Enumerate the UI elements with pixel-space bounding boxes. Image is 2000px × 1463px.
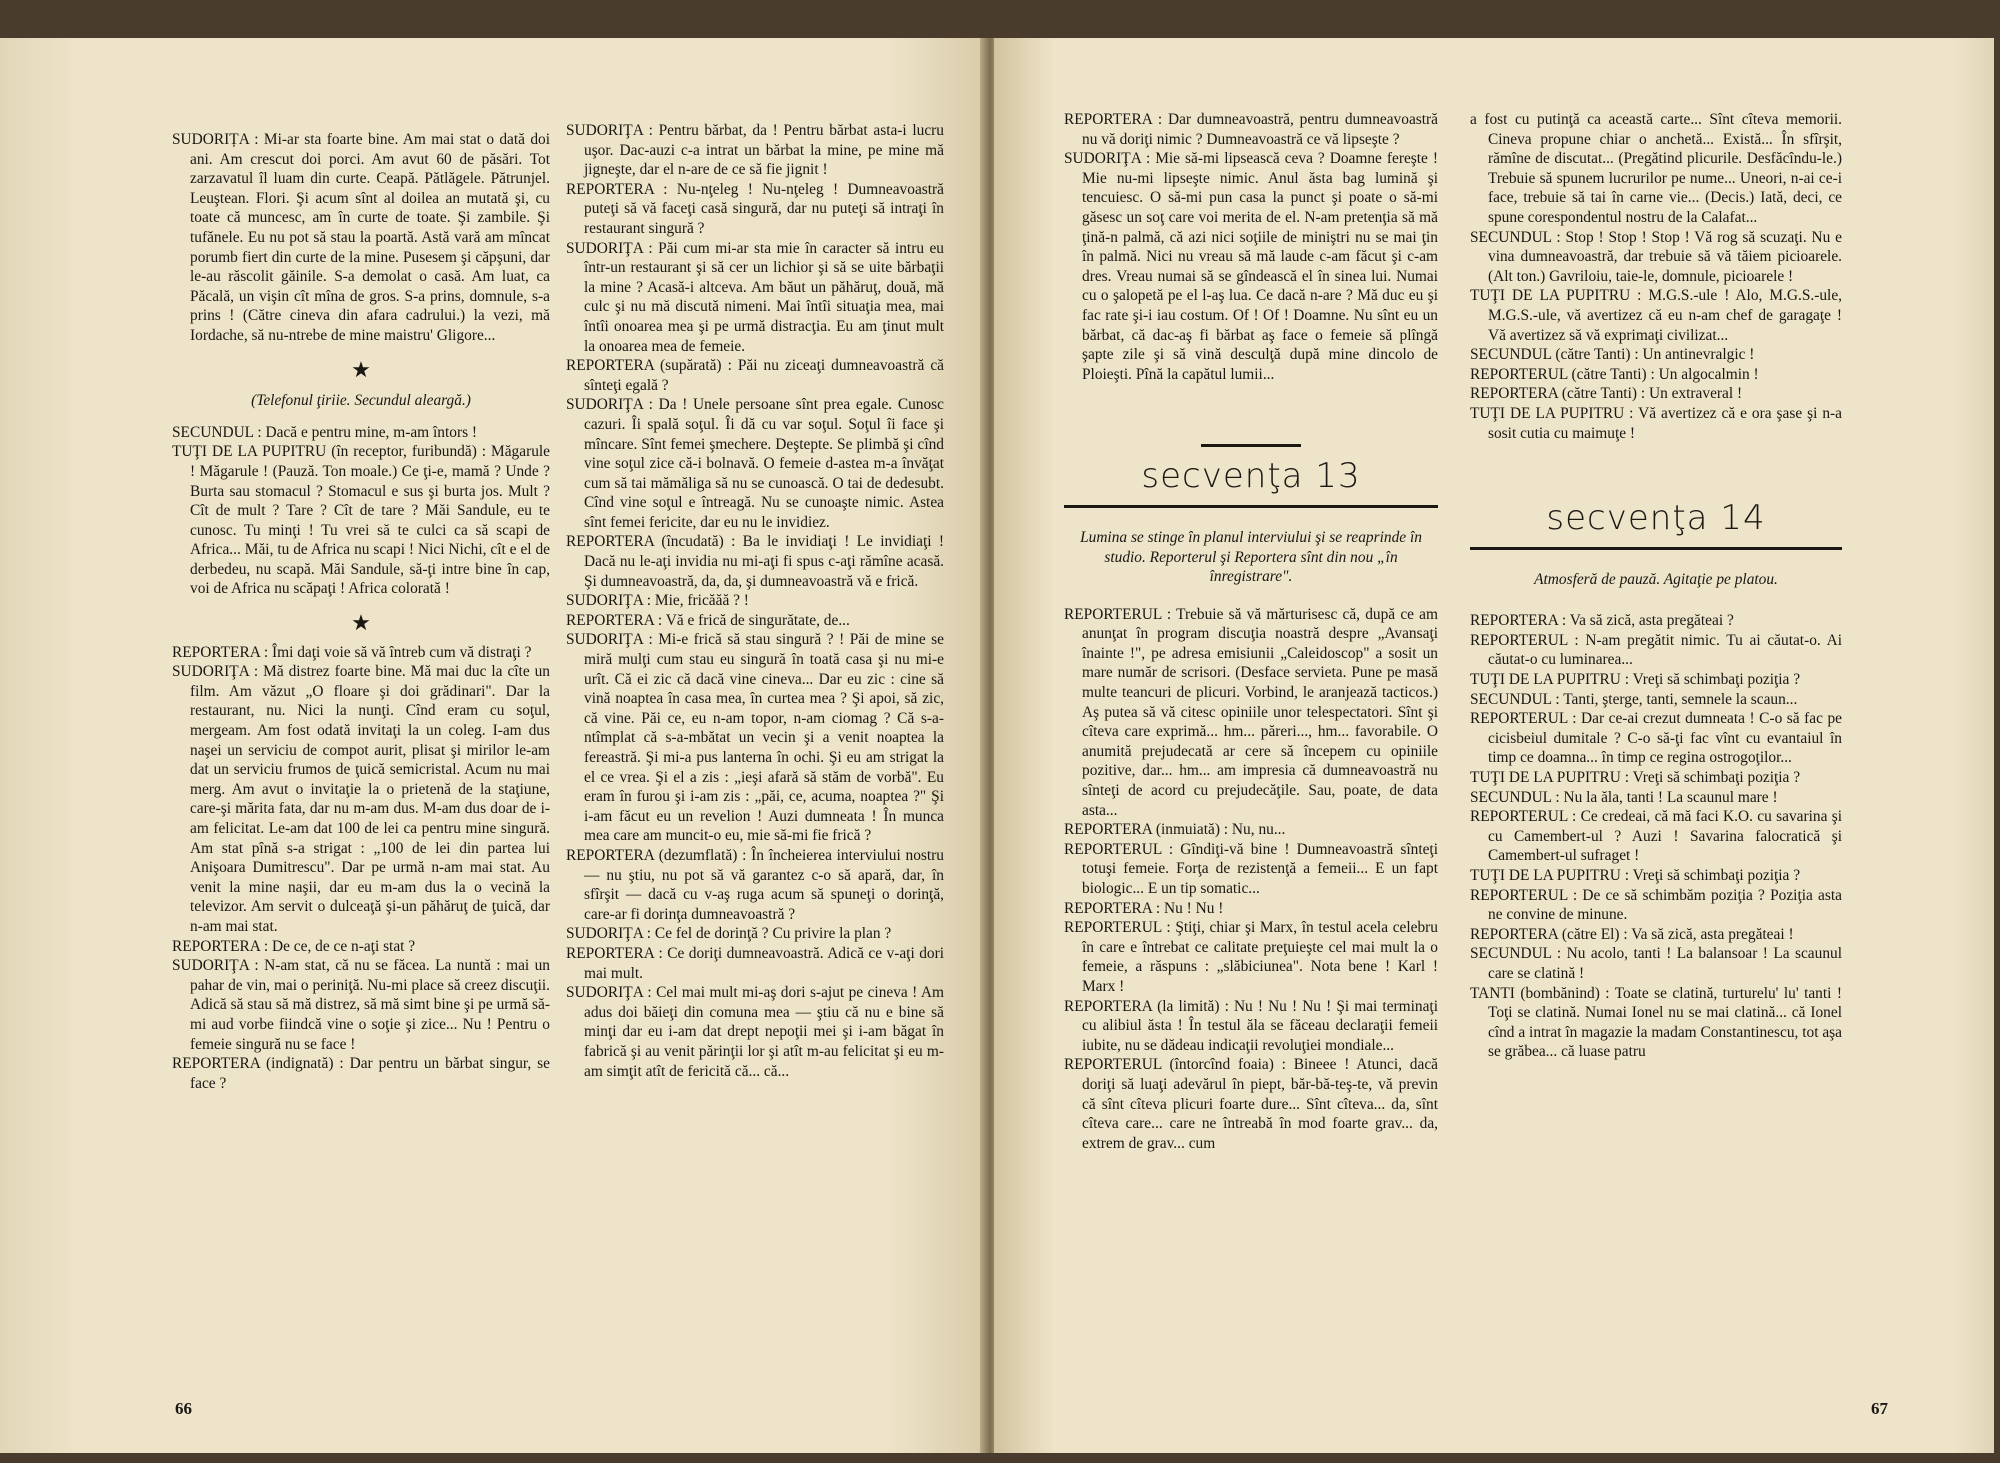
dialogue-paragraph: SUDORIȚA : Mi-ar sta foarte bine. Am mai stat o dată doi ani. Am crescut doi porci. Am avut 60 de păsări. Tot zarzavatul îl luam din curte. Ceapă. Pătlăgele. Pătrunjel. Leuştean. Flori. Şi acum sînt al doilea an mutată şi, cu toate că muncesc, am în curte de toate. Şi zambile. Şi tufănele. Eu nu pot să stau la poartă. Astă vară am mîncat porumb fiert din curte de la mine. Pusesem şi căpşuni, dar le-au răscolit găinile. S-a demolat o casă. Am luat, ca Păcală, un vişin cît mîna de gros. S-a prins, domnule, s-a prins ! (Către cineva din afara cadrului.) la vezi, mă Iordache, să nu-ntrebe de mine maistru' Gligore... [172, 131, 550, 344]
page-number-right: 67 [1871, 1399, 1888, 1418]
dialogue-paragraph: TUŢI DE LA PUPITRU : Vreţi să schimbaţi poziţia ? [1470, 867, 1801, 884]
dialogue-paragraph: REPORTERUL (către Tanti) : Un algocalmin ! [1470, 365, 1759, 383]
dialogue-paragraph: REPORTERA : Vă e frică de singurătate, de... [566, 611, 850, 629]
dialogue-paragraph: SUDORIŢA : Mie, fricăăă ? ! [566, 592, 749, 610]
sequence-14-underline [1470, 547, 1842, 550]
dialogue-paragraph: SUDORIŢA : Mă distrez foarte bine. Mă mai duc la cîte un film. Am văzut „O floare şi doi grădinari". Dar la restaurant, nu. Nici la nunţi. Cînd eram cu soţul, mergeam. Am fost odată invitaţi la un coleg. I-am dus naşei un serviciu de compot aurit, plisat şi mirilor le-am dat un serviciu frumos de ţuică semicristal. Acum nu mai merg. Am avut o invitaţie la o prietenă de la staţiune, care-şi mărita fata, dar nu m-am dus. M-am dus doar de i-am felicitat. Le-am dat 100 de lei ca pentru mine singură. Am stat pînă s-a strigat : „100 de lei din partea lui Anişoara Dumitrescu". Dar pe urmă n-am mai stat. Au venit la mine naşii, dar eu m-am dus la o vecină la televizor. Am servit o dulceaţă şi-un păhăruţ de ţuică, dar n-am mai stat. [172, 663, 550, 935]
dialogue-paragraph: SECUNDUL : Dacă e pentru mine, m-am întors ! [172, 423, 478, 441]
left-page [0, 38, 986, 1453]
section-star-icon: ★ [351, 610, 371, 636]
sequence-14-intro: Atmosferă de pauză. Agitaţie pe platou. [1534, 570, 1778, 588]
dialogue-paragraph: SUDORIŢA : Păi cum mi-ar sta mie în caracter să intru eu într-un restaurant şi să cer un lichior şi să se uite bărbaţii la mine ? Acasă-i altceva. Am băut un păhăruţ, două, mă culc şi nu mă discută nimeni. Mai întîi situaţia mea, mai întîi onoarea mea şi pe urmă distracţia. Eu am ţinut mult la onoarea mea de femeie. [566, 239, 944, 355]
dialogue-paragraph: a fost cu putinţă ca această carte... Sînt cîteva memorii. Cineva propune chiar o anchetă... Există... În sfîrşit, rămîne de discutat... (Pregătind plicurile. Desfăcîndu-le.) Trebuie să spunem lucrurilor pe nume... Uneori, n-ai ce-i face, trebuie să tai în carne vie... (Decis.) Iată, deci, ce spune corespondentul nostru de la Calafat... [1470, 111, 1842, 226]
right-column-1 [1064, 110, 1438, 1153]
dialogue-paragraph: REPORTERA (încudată) : Ba le invidiaţi ! Le invidiaţi ! Dacă nu le-aţi invidia nu mi-aţi fi spus c-aţi rămîne acasă. Şi dumneavoastră, da, da, şi dumneavoastră vă e frică. [566, 533, 944, 590]
sequence-14-title: secvenţa 14 [1546, 498, 1766, 539]
dialogue-paragraph: REPORTERA (dezumflată) : În încheierea interviului nostru — nu ştiu, nu pot să vă garantez c-o să apară, dar, în sfîrşit — dacă cu v-aş ruga acum să spuneţi o dorinţă, care-ar fi dorinţa dumneavoastră ? [566, 846, 944, 923]
dialogue-paragraph: TUŢI DE LA PUPITRU : Vreţi să schimbaţi poziţia ? [1470, 769, 1801, 787]
dialogue-paragraph: SECUNDUL (către Tanti) : Un antinevralgic ! [1470, 346, 1755, 364]
dialogue-paragraph: REPORTERA : Îmi daţi voie să vă întreb cum vă distraţi ? [172, 643, 532, 661]
dialogue-paragraph: REPORTERUL : De ce să schimbăm poziţia ? Poziţia asta ne convine de minune. [1470, 886, 1842, 924]
dialogue-paragraph: REPORTERA (către El) : Va să zică, asta pregăteai ! [1470, 925, 1794, 943]
dialogue-paragraph: REPORTERUL : Ştiţi, chiar şi Marx, în testul acela celebru în care e întrebat ce calitate preţuieşte cel mai mult la o femeie, a răspuns : „slăbiciunea". Nota bene ! Karl ! Marx ! [1064, 919, 1438, 995]
dialogue-paragraph: SUDORIŢA : Pentru bărbat, da ! Pentru bărbat asta-i lucru uşor. Dac-auzi c-a intrat un bărbat la mine, pe mine mă jigneşte, dar el n-are de ce să fie jignit ! [566, 122, 944, 179]
dialogue-paragraph: SUDORIŢA : Mie să-mi lipsească ceva ? Doamne fereşte ! Mie nu-mi lipseşte nimic. Anul ăsta bag lumină şi tencuiesc. O să-mi pun casa la punct şi poate o să-mi găsesc un soţ care voi merita de el. N-am pretenţia să mă ţină-n palmă, că azi nici soţiile de miniştri nu se mai ţin în palmă. Nici nu vreau să mă laude c-am făcut şi c-am dres. Vreau numai să se gîndească el în sinea lui. Numai cu o şalopetă pe el l-aş lua. Ce dacă n-are ? Mă duc eu şi fac rate şi-i iau costum. Of ! Of ! Doamne. Nu sînt eu un bărbat, că dac-aş fi bărbat aş face o femeie să plîngă şapte zile şi să vină desculţă după mine dincolo de Ploieşti. Pînă la capătul lumii... [1064, 150, 1438, 383]
dialogue-paragraph: (Telefonul ţiriie. Secundul aleargă.) [251, 392, 471, 410]
dialogue-paragraph: REPORTERA (la limită) : Nu ! Nu ! Nu ! Şi mai terminaţi cu alibiul ăsta ! În testul ăla se făceau declaraţii femeii iubite, nu se dădeau indicaţii revoluţiei mondiale... [1064, 997, 1438, 1054]
sequence-13-rule [1201, 444, 1301, 447]
right-page [994, 38, 1994, 1453]
dialogue-paragraph: REPORTERA : De ce, de ce n-aţi stat ? [172, 937, 416, 955]
sequence-13-underline [1064, 505, 1438, 508]
sequence-13-intro: Lumina se stinge în planul interviului şi se reaprinde în studio. Reporterul şi Reportera sînt din nou „în înregistrare". [1080, 528, 1422, 586]
dialogue-paragraph: REPORTERA : Ce doriţi dumneavoastră. Adică ce v-aţi dori mai mult. [566, 944, 944, 982]
dialogue-paragraph: SECUNDUL : Nu acolo, tanti ! La balansoar ! La scaunul care se clatină ! [1470, 945, 1842, 982]
dialogue-paragraph: TUŢI DE LA PUPITRU : M.G.S.-ule ! Alo, M.G.S.-ule, M.G.S.-ule, vă avertizez că eu n-am chef de garagaţe ! Vă avertizez să vă exprimaţi civilizat... [1470, 287, 1842, 344]
section-star-icon: ★ [351, 356, 371, 382]
dialogue-paragraph: TUŢI DE LA PUPITRU : Vă avertizez că e ora şase şi n-a sosit cutia cu maimuţe ! [1470, 404, 1842, 442]
dialogue-paragraph: REPORTERA (către Tanti) : Un extraveral ! [1470, 385, 1743, 403]
dialogue-paragraph: SUDORIŢA : Cel mai mult mi-aş dori s-ajut pe cineva ! Am adus doi băieţi din comuna mea — ştiu că nu e bine să minţi dar eu i-am dat drept nepoţii mei şi i-am băgat în fabrică şi au venit părinţii lor şi atît m-au felicitat şi eu m-am simţit atît de fericită că... că... [566, 984, 944, 1080]
dialogue-paragraph: REPORTERUL : Trebuie să vă mărturisesc că, după ce am anunţat în program discuţia noastră despre „Avansaţi înainte !", pe adresa emisiunii „Caleidoscop" a sosit un mare număr de scrisori. (Desface servieta. Pune pe masă multe teancuri de plicuri. Vorbind, le aranjează tacticos.) Aş putea să vă citesc opiniile unor telespectatori. Sînt şi cîteva care exprimă... hm... păreri..., hm... favorabile. O anumită prejudecată ar cere să începem cu opiniile pozitive, dar... hm... am impresia că dumneavoastră nu sînteţi de acord cu prejudecăţile. Sau, poate, de data asta... [1064, 605, 1438, 819]
dialogue-paragraph: REPORTERA : Dar dumneavoastră, pentru dumneavoastră nu vă doriţi nimic ? Dumneavoastră ce vă lipseşte ? [1064, 111, 1438, 148]
dialogue-paragraph: REPORTERA : Nu-nţeleg ! Nu-nţeleg ! Dumneavoastră puteţi să vă faceţi casă singură, dar nu puteţi să intraţi în restaurant singură ? [566, 180, 944, 237]
dialogue-paragraph: SUDORIŢA : Ce fel de dorinţă ? Cu privire la plan ? [566, 925, 892, 943]
dialogue-paragraph: REPORTERA (indignată) : Dar pentru un bărbat singur, se face ? [172, 1055, 550, 1092]
dialogue-paragraph: SUDORIŢA : N-am stat, că nu se făcea. La nuntă : mai un pahar de vin, mai o periniţă. Nu-mi place să creez discuţii. Adică să stau să mă distrez, să mă simt bine şi pe urmă să-mi aud vorbe fiindcă vine o soţie şi zice... Nu ! Pentru o femeie singură nu se face ! [172, 957, 550, 1053]
dialogue-paragraph: REPORTERA (supărată) : Păi nu ziceaţi dumneavoastră că sînteţi egală ? [566, 357, 944, 394]
dialogue-paragraph: REPORTERUL (întorcînd foaia) : Bineee ! Atunci, dacă doriţi să luaţi adevărul în piept, băr-bă-teş-te, vă previn că sînt cîteva plicuri foarte dure... Sînt cîteva... da, sînt cîteva care... care ne întreabă în mod foarte grav... da, extrem de grav... cum [1064, 1056, 1438, 1152]
right-column-2 [1470, 110, 1842, 1062]
left-column-2 [566, 121, 944, 1081]
dialogue-paragraph: SUDORIŢA : Da ! Unele persoane sînt prea egale. Cunosc cazuri. Îi spală soţul. Îi dă cu var soţul. Soţul îi face şi mîncare. Sînt femei şmechere. Deştepte. Se plimbă şi cînd vine soţul zice că-i bolnavă. O femeie d-astea m-a învăţat cum să tai mămăliga să nu se cunoască. O tai de dedesubt. Cînd vine soţul e întreagă. Nu se cunoaşte nimic. Astea sînt femei fericite, dar eu nu le invidiez. [566, 396, 944, 531]
sequence-13-title: secvenţa 13 [1141, 456, 1361, 497]
dialogue-paragraph: REPORTERUL : Gîndiţi-vă bine ! Dumneavoastră sînteţi totuşi femeie. Forţa de rezistenţă a femeii... E un fapt biologic... E un tip somatic... [1064, 840, 1438, 897]
dialogue-paragraph: REPORTERUL : Ce credeai, că mă faci K.O. cu savarina şi cu Camembert-ul ? Auzi ! Savarina falocratică şi Camembert-ul sufraget ! [1470, 808, 1842, 865]
left-column-1 [172, 130, 550, 1093]
dialogue-paragraph: TANTI (bombănind) : Toate se clatină, turturelu' lu' tanti ! Toţi se clatină. Numai Ionel nu se mai clatină... că Ionel cînd a intrat în magazie la madam Constantinescu, tot aşa se grăbea... că luase patru [1470, 984, 1842, 1061]
dialogue-paragraph: REPORTERUL : N-am pregătit nimic. Tu ai căutat-o. Ai căutat-o cu luminarea... [1470, 631, 1842, 669]
dialogue-paragraph: REPORTERA (inmuiată) : Nu, nu... [1064, 821, 1286, 839]
dialogue-paragraph: SECUNDUL : Tanti, şterge, tanti, semnele la scaun... [1470, 690, 1798, 708]
dialogue-paragraph: REPORTERA : Va să zică, asta pregăteai ? [1470, 612, 1734, 630]
page-number-left: 66 [175, 1399, 192, 1418]
dialogue-paragraph: REPORTERA : Nu ! Nu ! [1064, 899, 1224, 917]
dialogue-paragraph: TUŢI DE LA PUPITRU (în receptor, furibundă) : Măgarule ! Măgarule ! (Pauză. Ton moale.) Ce ţi-e, mamă ? Unde ? Burta sau stomacul ? Stomacul e sus şi burta jos. Mult ? Cît de mult ? Tare ? Cît de tare ? Măi Sandule, eu te cunosc. Tu minţi ! Tu vrei să te culci ca să scapi de Africa... Măi, tu de Africa nu scapi ! Nici Nichi, cît e el de derbedeu, nu scapă. Măi Sandule, să-ţi intre bine în cap, voi de Africa nu scăpaţi ! Africa colorată ! [172, 443, 550, 598]
dialogue-paragraph: REPORTERUL : Dar ce-ai crezut dumneata ! C-o să fac pe cicisbeiul dumitale ? C-o să-ţi fac vînt cu evantaiul în timp ce doamna... în timp ce regina ostrogoţilor... [1470, 710, 1842, 767]
dialogue-paragraph: SUDORIŢA : Mi-e frică să stau singură ? ! Păi de mine se miră mulţi cum stau eu singură în toată casa şi nu mi-e urît. Că ei zic că dacă vine cineva... Dar eu zic : cine să vină noaptea în casa mea, în curtea mea ? Şi apoi, să zic, că vine. Păi ce, eu n-am topor, n-am ciomag ? Că s-a-ntîmplat că s-a-mbătat un vecin şi a venit noaptea la fereastră. Şi mi-a pus lanterna în ochi. Şi eu am strigat la el ce vrea. Şi el a zis : „ieşi afară să stăm de vorbă". Eu eram în furou şi i-am zis : „păi, ce, acuma, noaptea ?" Şi i-am făcut eu un revelion ! Auzi dumneata ! În munca mea care am muncit-o eu, mie să-mi fie frică ? [566, 631, 944, 845]
dialogue-paragraph: TUŢI DE LA PUPITRU : Vreţi să schimbaţi poziţia ? [1470, 671, 1801, 689]
dialogue-paragraph: SECUNDUL : Stop ! Stop ! Stop ! Vă rog să scuzaţi. Nu e vina dumneavoastră, dar trebuie să vă tăiem picioarele. (Alt ton.) Gavriloiu, taie-le, domnule, picioarele ! [1470, 228, 1842, 285]
dialogue-paragraph: SECUNDUL : Nu la ăla, tanti ! La scaunul mare ! [1470, 788, 1778, 806]
